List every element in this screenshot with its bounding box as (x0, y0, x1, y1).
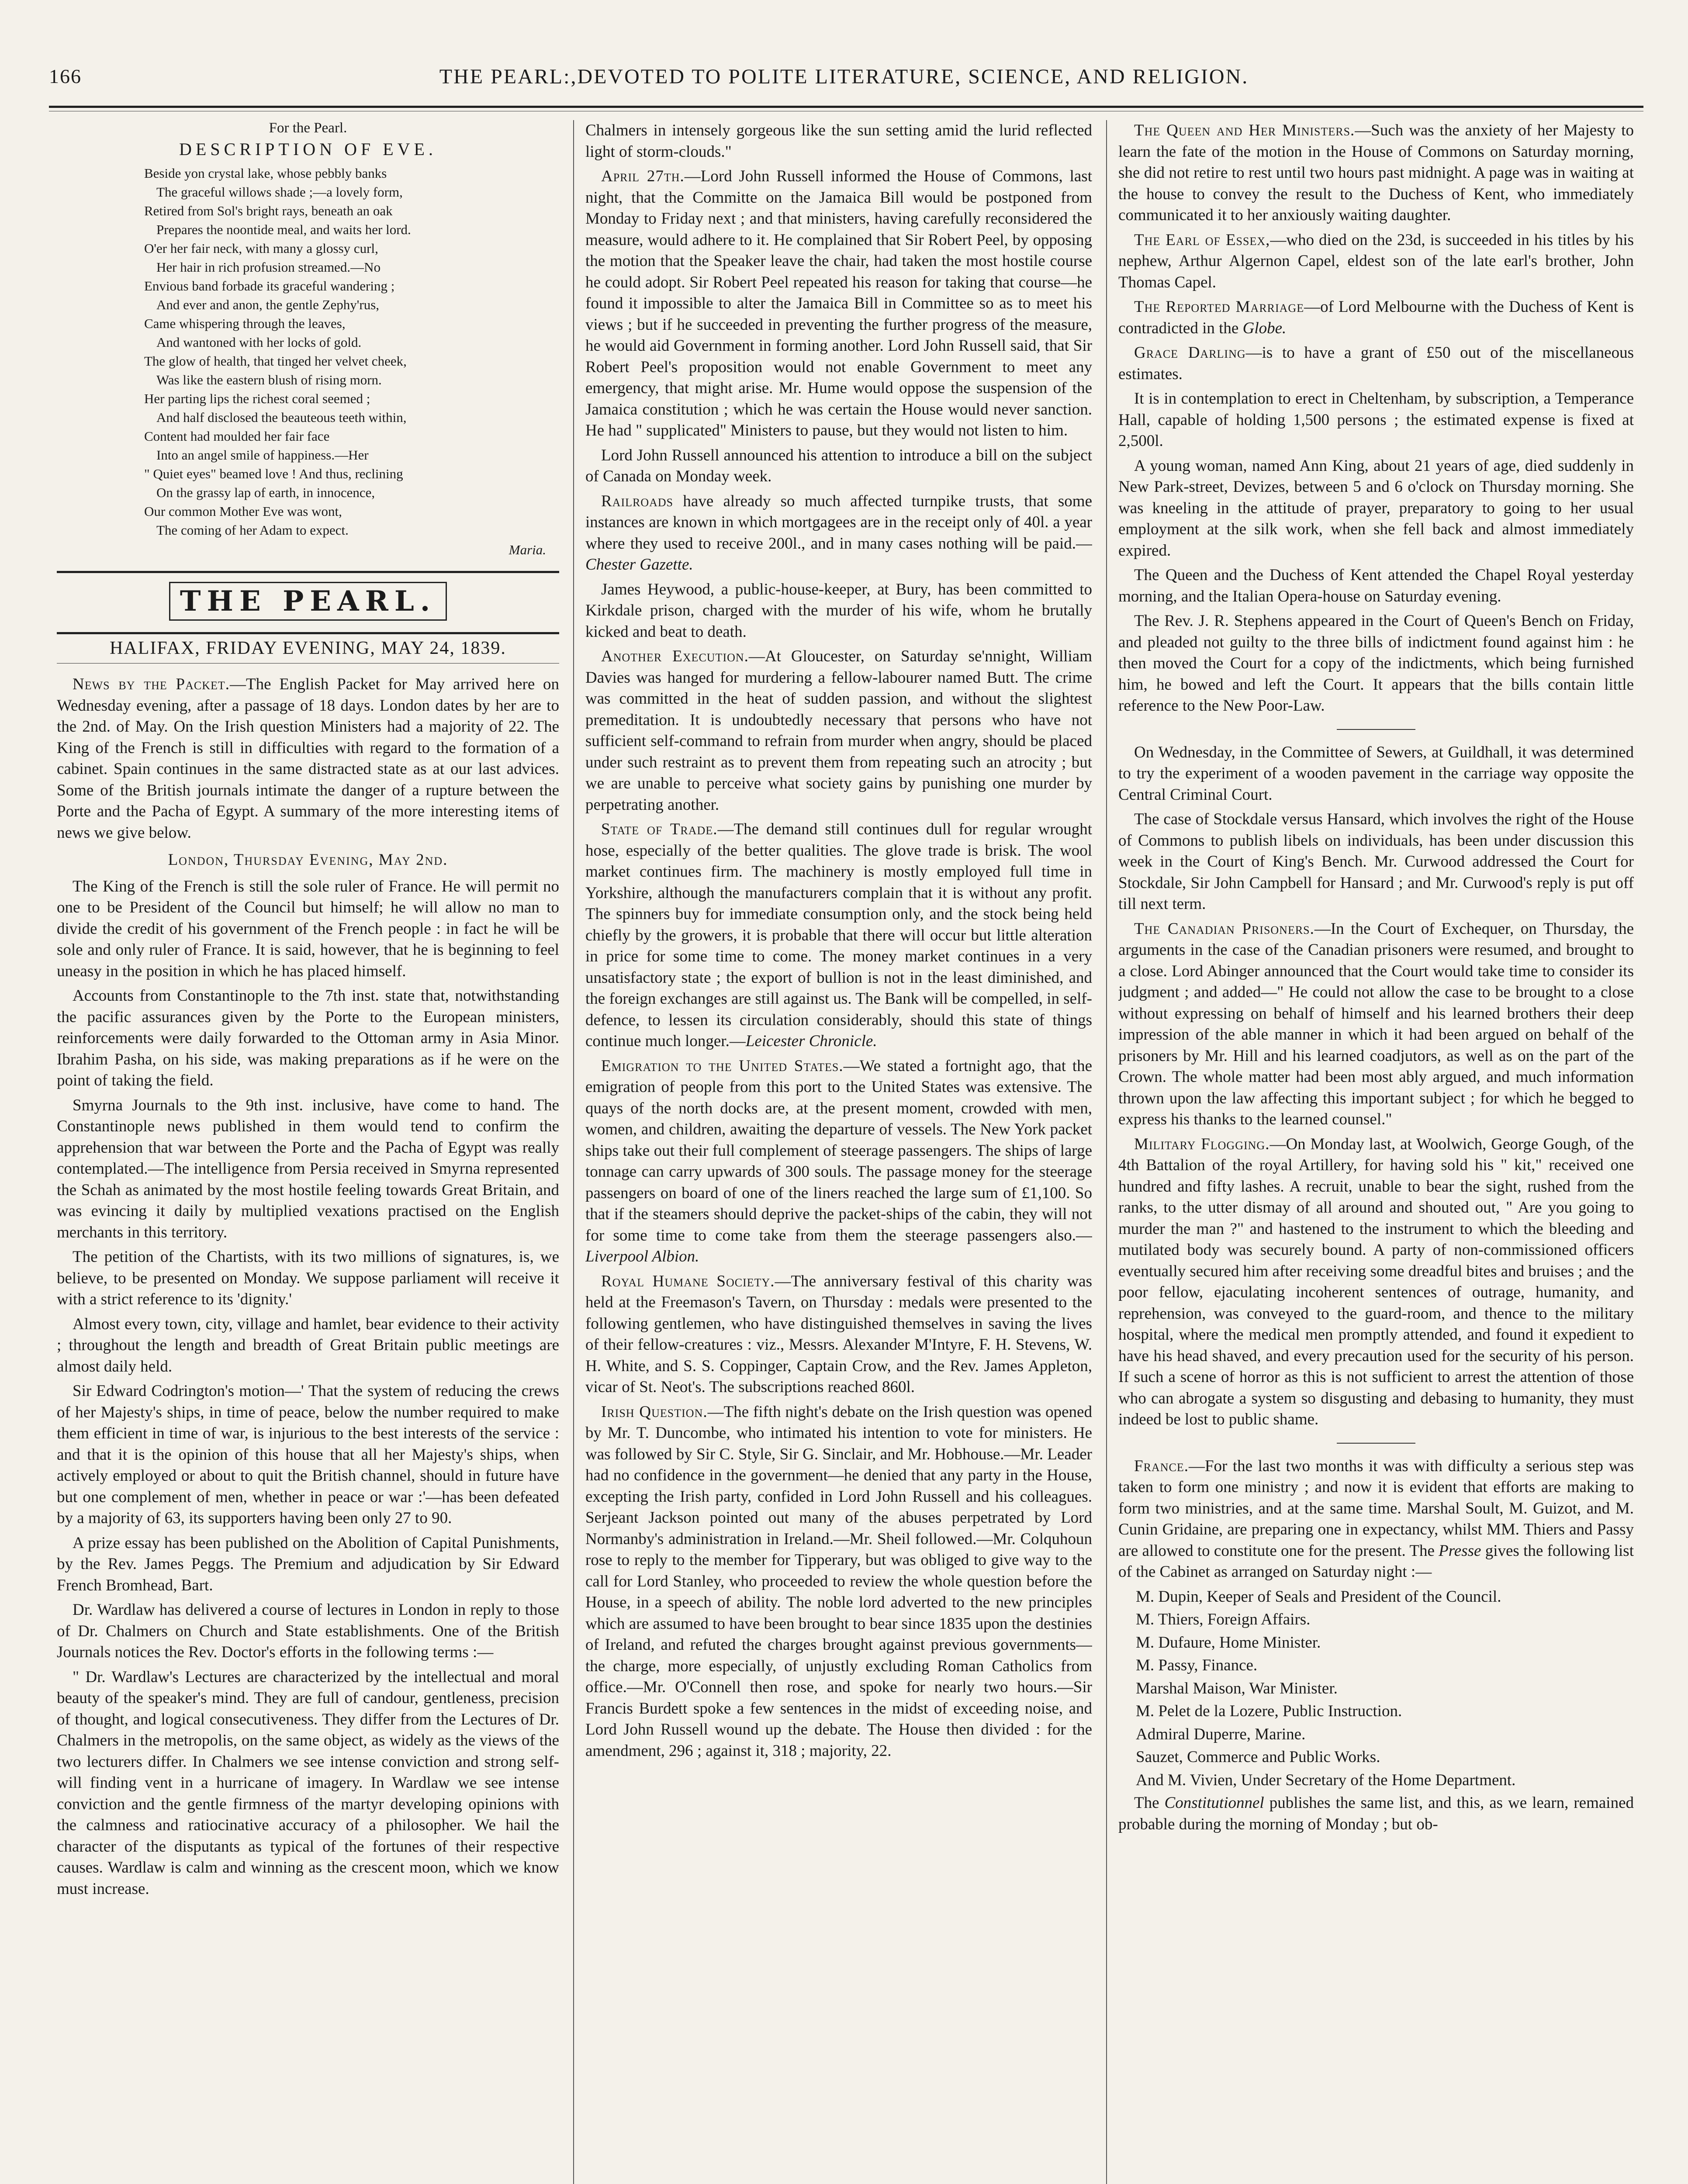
article-text: —The English Packet for May arrived here on Wednesday evening, after a passage of 18 days. London dates by her are to the 2nd. of May. On the Irish question Ministers had a majority of 22. The King of the French is still in difficulties with regard to the formation of a cabinet. Spain continues in the same distracted state as at our last advices. Some of the British journals intimate the danger of a rupture between the Porte and the Pacha of Egypt. A summary of the more interesting items of news we give below. (57, 675, 559, 842)
article-text: The (1134, 1794, 1165, 1812)
poem-line: Her hair in rich profusion streamed.—No (156, 259, 381, 275)
article-canadian-prisoners (1118, 919, 1634, 1130)
article-execution (585, 646, 1092, 816)
poem-line: Into an angel smile of happiness.—Her (156, 447, 369, 463)
poem-line: Beside yon crystal lake, whose pebbly banks (144, 166, 387, 181)
article-paragraph: Lord John Russell announced his attention to introduce a bill on the subject of Canada on Monday week. (585, 446, 1092, 485)
article-grace-darling (1118, 342, 1634, 385)
poem-line: The glow of health, that tinged her velvet cheek, (144, 353, 407, 369)
article-heading: Railroads (601, 492, 674, 510)
article-paragraph: Sir Edward Codrington's motion—' That the system of reducing the crews of her Majesty's ships, in time of peace, below the number required to make them efficient in time of war, is injurious to the best interests of the service : and that it is the opinion of this house that all her Majesty's ships, when actively employed or about to quit the British channel, should in future have but one complement of men, whether in peace or war :'—has been defeated by a majority of 63, its supporters having been only 27 to 90. (57, 1382, 559, 1527)
article-text: —On Monday last, at Woolwich, George Gough, of the 4th Battalion of the royal Artillery, for having sold his " kit," received one hundred and fifty lashes. A recruit, unable to bear the sight, rushed from the ranks, to the utter dismay of all around and shouted out, " Are you going to murder the man ?" and hastened to the instrument to which the bleeding and mutilated body was securely bound. A party of non-commissioned officers eventually secured him after receiving some dreadful bites and bruises ; and the poor fellow, ejaculating incoherent sentences of outrage, humanity, and reprehension, was conveyed to the guard-room, and thence to the military hospital, where the medical men promptly attended, and found it expedient to have his head shaved, and every precaution used for the security of his person. If such a scene of horror as this is not sufficient to arrest the attention of those who can abrogate a system so disgusting and debasing to humanity, they must indeed be lost to public shame. (1118, 1135, 1634, 1428)
poem-line: Our common Mother Eve was wont, (144, 504, 342, 519)
page-header (0, 65, 1688, 100)
article-packet-news (57, 674, 559, 843)
article-paragraph: The Queen and the Duchess of Kent attended the Chapel Royal yesterday morning, and the Italian Opera-house on Saturday evening. (1118, 566, 1634, 605)
article-heading: April 27th. (601, 167, 685, 185)
article-paragraph: James Heywood, a public-house-keeper, at Bury, has been committed to Kirkdale prison, charged with the murder of his wife, whom he brutally kicked and beat to death. (585, 580, 1092, 641)
cabinet-list-item: Admiral Duperre, Marine. (1136, 1725, 1306, 1743)
issue-dateline: HALIFAX, FRIDAY EVENING, MAY 24, 1839. (110, 638, 506, 658)
article-heading: Emigration to the United States. (601, 1057, 844, 1075)
article-heading: News by the Packet. (73, 675, 230, 693)
article-source: Chester Gazette. (585, 556, 693, 574)
article-queen-ministers (1118, 120, 1634, 226)
column-divider (1106, 120, 1107, 2184)
article-irish-question (585, 1402, 1092, 1762)
article-text: —of Lord Melbourne with the Duchess of Kent is contradicted in the (1118, 298, 1634, 337)
poem-line: The graceful willows shade ;—a lovely form, (156, 184, 403, 200)
masthead-rule (57, 632, 559, 634)
article-source: Constitutionnel (1164, 1794, 1264, 1812)
poem-line: Retired from Sol's bright rays, beneath an oak (144, 203, 393, 218)
poem-line: O'er her fair neck, with many a glossy curl, (144, 241, 378, 256)
article-source: Globe. (1242, 319, 1287, 337)
article-paragraph: Dr. Wardlaw has delivered a course of lectures in London in reply to those of Dr. Chalmers on Church and State establishments. One of the British Journals notices the Rev. Doctor's efforts in the following terms :— (57, 1601, 559, 1661)
article-paragraph: A young woman, named Ann King, about 21 years of age, died suddenly in New Park-street, Devizes, between 5 and 6 o'clock on Thursday morning. She was kneeling in the attitude of prayer, preparatory to going to her usual employment at the silk work, when she fell back and almost immediately expired. (1118, 456, 1634, 560)
poem-line: And half disclosed the beauteous teeth within, (156, 410, 407, 425)
poem-line: The coming of her Adam to expect. (156, 522, 349, 538)
article-emigration (585, 1056, 1092, 1268)
article-railroads (585, 491, 1092, 576)
article-heading: The Reported Marriage (1134, 298, 1304, 316)
article-earl-essex (1118, 230, 1634, 294)
column-1 (57, 120, 559, 2184)
column-2 (585, 120, 1092, 2184)
article-text: —We stated a fortnight ago, that the emigration of people from this port to the United States was extensive. The quays of the north docks are, at the present moment, crowded with men, women, and children, awaiting the departure of vessels. The New York packet ships take out their full complement of steerage passengers. The ships of large tonnage can carry upwards of 300 souls. The passage money for the steerage passengers on board of one of the liners reached the large sum of £1,100. So that if the steamers should deprive the packet-ships of the cabin, they will not for some time to come take from them the steerage passengers also.— (585, 1057, 1092, 1244)
article-text: —The demand still continues dull for regular wrought hose, especially of the better qualities. The glove trade is brisk. The wool market continues firm. The machinery is mostly employed full time in Yorkshire, although the manufacturers complain that it is without any profit. The spinners buy for immediate consumption only, and the stock being held chiefly by the growers, it is probable that there will occur but little alteration in price for some time to come. The money market continues in a very unsatisfactory state ; the export of bullion is not in the least diminished, and the foreign exchanges are still against us. The Bank will be compelled, in self-defence, to lessen its circulation considerably, should this state of things continue much longer.— (585, 820, 1092, 1050)
article-source: Leicester Chronicle. (745, 1032, 877, 1050)
poem-line: Content had moulded her fair face (144, 429, 330, 444)
poem-line: And wantoned with her locks of gold. (156, 335, 362, 350)
masthead-rule (57, 571, 559, 573)
article-paragraph: The case of Stockdale versus Hansard, which involves the right of the House of Commons to publish libels on individuals, has been under discussion this week in the Court of King's Bench. Mr. Curwood addressed the Court for Stockdale, Sir John Campbell for Hansard ; and Mr. Curwood's reply is put off till next term. (1118, 810, 1634, 913)
article-humane-society (585, 1271, 1092, 1398)
article-paragraph: The Rev. J. R. Stephens appeared in the Court of Queen's Bench on Friday, and pleaded not guilty to the three bills of indictment found against him : he then moved the Court for a copy of the indictments, which being furnished him, he bowed and left the Court. It appears that the bills contain little reference to the New Poor-Law. (1118, 612, 1634, 715)
article-paragraph: " Dr. Wardlaw's Lectures are characterized by the intellectual and moral beauty of the speaker's mind. They are full of candour, gentleness, precision of thought, and logical consecutiveness. They differ from the Lectures of Dr. Chalmers in the metropolis, on the same object, as widely as the views of the two lecturers differ. In Chalmers we see intense conviction and strong self-will finding vent in a hurricane of imagery. In Wardlaw we see intense conviction and the gentle firmness of the martyr developing opinions with the calmness and ratiocinative accuracy of a philosopher. We hail the character of the disputants as typical of the fortunes of their respective causes. Wardlaw is calm and winning as the crescent moon, which we know must increase. (57, 1668, 559, 1898)
article-constitutionnel (1118, 1793, 1634, 1835)
header-rule (49, 106, 1643, 108)
article-heading: Royal Humane Society. (601, 1272, 775, 1290)
article-source: Liverpool Albion. (585, 1248, 699, 1265)
article-heading: Military Flogging. (1134, 1135, 1270, 1153)
article-trade (585, 819, 1092, 1052)
column-divider (573, 120, 574, 2184)
poem-line: Her parting lips the richest coral seemed ; (144, 391, 370, 406)
article-heading: France. (1134, 1457, 1189, 1475)
article-reported-marriage (1118, 297, 1634, 339)
article-text: —Such was the anxiety of her Majesty to learn the fate of the motion in the House of Commons on Saturday morning, she did not retire to rest until two hours past midnight. A page was in waiting at the house to convey the result to the Duchess of Kent, who immediately communicated it to her anxiously waiting daughter. (1118, 121, 1634, 224)
cabinet-list-item: M. Dupin, Keeper of Seals and President of the Council. (1136, 1587, 1501, 1606)
cabinet-list-item: Sauzet, Commerce and Public Works. (1136, 1748, 1380, 1766)
cabinet-list-item: M. Pelet de la Lozere, Public Instruction. (1136, 1702, 1402, 1720)
poem-title: DESCRIPTION OF EVE. (179, 139, 437, 159)
masthead (57, 582, 559, 621)
poem-line: " Quiet eyes" beamed love ! And thus, reclining (144, 466, 403, 481)
poem-credit: For the Pearl. (269, 120, 347, 136)
article-text: —The anniversary festival of this charity was held at the Freemason's Tavern, on Thursday : medals were presented to the following gentlemen, who have distinguished themselves in saving the lives of their fellow-creatures : viz., Messrs. Alexander M'Intyre, F. H. Stevens, W. H. White, and S. S. Coppinger, Captain Crow, and the Rev. James Appleton, vicar of St. Neot's. The subscriptions reached 860l. (585, 1272, 1092, 1396)
article-source: Presse (1439, 1541, 1481, 1560)
london-dateline: London, Thursday Evening, May 2nd. (168, 851, 448, 869)
article-paragraph: Chalmers in intensely gorgeous like the sun setting amid the lurid reflected light of storm-clouds." (585, 121, 1092, 161)
cabinet-list-item: M. Dufaure, Home Minister. (1136, 1633, 1321, 1652)
poem-body (144, 164, 559, 539)
cabinet-list (1118, 1586, 1634, 1791)
section-rule (1337, 729, 1415, 730)
article-text: gives the following list of the Cabinet as arranged on Saturday night :— (1118, 1541, 1634, 1581)
article-jamaica-bill (585, 166, 1092, 442)
article-heading: The Queen and Her Ministers. (1134, 121, 1355, 139)
poem-line: And ever and anon, the gentle Zephy'rus, (156, 297, 380, 312)
article-text: publishes the same list, and this, as we learn, remained probable during the morning of Monday ; but ob- (1118, 1794, 1634, 1833)
article-military-flogging (1118, 1134, 1634, 1431)
article-text: have already so much affected turnpike trusts, that some instances are known in which mortgagees are in the receipt only of 40l. a year where they used to receive 200l., and in many cases nothing will be paid.— (585, 492, 1092, 553)
article-paragraph: It is in contemplation to erect in Cheltenham, by subscription, a Temperance Hall, capable of holding 1,500 persons ; the estimated expense is fixed at 2,500l. (1118, 390, 1634, 450)
article-text: —who died on the 23d, is succeeded in his titles by his nephew, Arthur Algernon Capel, eldest son of the late earl's brother, John Thomas Capel. (1118, 231, 1634, 291)
article-text: —Lord John Russell informed the House of Commons, last night, that the Committe on the Jamaica Bill would be postponed from Monday to Friday next ; and that ministers, having carefully reconsidered the measure, would adhere to it. He complained that Sir Robert Peel, by opposing the motion that the Speaker leave the chair, had taken the most hostile course he could adopt. Sir Robert Peel repeated his reason for taking that course—he found it impossible to alter the Jamaica Bill in Committee so as to meet his views ; but if he succeeded in preventing the further progress of the measure, he would aid Government in forming another. Lord John Russell said, that Sir Robert Peel's proposition would not enable Government to meet any emergency, that might arise. Mr. Hume would oppose the suspension of the Jamaica constitution ; which he was certain the House would never sanction. He had " supplicated" Ministers to pause, but they would not listen to him. (585, 167, 1092, 439)
article-heading: The Canadian Prisoners. (1134, 919, 1314, 938)
poem-signature: Maria. (508, 542, 546, 557)
article-paragraph: The King of the French is still the sole ruler of France. He will permit no one to be President of the Council but himself; he will allow no man to divide the credit of his government of the French people : in fact he will be sole and only ruler of France. It is said, however, that he is beginning to feel uneasy in the position in which he has placed himself. (57, 877, 559, 980)
article-paragraph: Almost every town, city, village and hamlet, bear evidence to their activity ; throughout the length and breadth of Great Britain public meetings are almost daily held. (57, 1315, 559, 1375)
article-heading: State of Trade. (601, 820, 718, 838)
cabinet-list-item: Marshal Maison, War Minister. (1136, 1679, 1338, 1697)
cabinet-list-item: M. Thiers, Foreign Affairs. (1136, 1610, 1311, 1628)
article-paragraph: Accounts from Constantinople to the 7th inst. state that, notwithstanding the pacific assurances given by the Porte to the European ministers, reinforcements were daily forwarded to the Ottoman army in Asia Minor. Ibrahim Pasha, on his side, was making preparations as if he were on the point of taking the field. (57, 987, 559, 1089)
article-france (1118, 1456, 1634, 1583)
masthead-title: THE PEARL. (169, 582, 447, 621)
article-heading: Another Execution. (601, 647, 749, 665)
cabinet-list-item: M. Passy, Finance. (1136, 1656, 1258, 1674)
poem-line: Prepares the noontide meal, and waits her lord. (156, 222, 411, 237)
article-heading: Irish Question. (601, 1403, 708, 1421)
column-3 (1118, 120, 1634, 2184)
article-text: —At Gloucester, on Saturday se'nnight, William Davies was hanged for murdering a fellow-labourer named Butt. The crime was committed in the heat of sudden passion, and without the slightest premeditation. It is undoubtedly necessary that persons who have not sufficient self-command to refrain from murder when angry, should be placed under such restraint as to prevent them from repeating such an atrocity ; but we are unable to perceive what society gains by punishing one murder by perpetrating another. (585, 647, 1092, 814)
article-paragraph: The petition of the Chartists, with its two millions of signatures, is, we believe, to be presented on Monday. We suppose parliament will receive it with a strict reference to its 'dignity.' (57, 1248, 559, 1308)
article-text: —The fifth night's debate on the Irish question was opened by Mr. T. Duncombe, who intimated his intention to vote for ministers. He was followed by Sir C. Style, Sir G. Sinclair, and Mr. Hobhouse.—Mr. Leader had no confidence in the government—he denied that any party in the House, excepting the Irish party, confided in Lord John Russell and his colleagues. Serjeant Jackson pointed out many of the abuses perpetrated by Lord Normanby's administration in Ireland.—Mr. Sheil followed.—Mr. Colquhoun rose to reply to the member for Tipperary, but was obliged to give way to the call for Lord Stanley, who proceeded to review the whole question before the House, in a speech of ability. The noble lord adverted to the new principles which are assumed to have been brought to bear since 1835 upon the destinies of Ireland, and refuted the charges brought against previous governments—the charge, more especially, of unjustly excluding Roman Catholics from office.—Mr. O'Connell then rose, and spoke for nearly two hours.—Sir Francis Burdett spoke a few sentences in the midst of exceeding noise, and Lord John Russell wound up the debate. The House then divided : for the amendment, 296 ; against it, 318 ; majority, 22. (585, 1403, 1092, 1760)
poem-line: On the grassy lap of earth, in innocence, (156, 485, 375, 500)
article-text: —For the last two months it was with difficulty a serious step was taken to form one ministry ; and now it is evident that efforts are making to form two ministries, and at the same time. Marshal Soult, M. Guizot, and M. Cunin Gridaine, are preparing one in expectancy, whilst MM. Thiers and Passy are allowed to constitute one for the present. The (1118, 1457, 1634, 1560)
article-paragraph: A prize essay has been published on the Abolition of Capital Punishments, by the Rev. James Peggs. The Premium and adjudication by Sir Edward French Bromhead, Bart. (57, 1534, 559, 1594)
article-text: —In the Court of Exchequer, on Thursday, the arguments in the case of the Canadian prisoners were resumed, and brought to a close. Lord Abinger announced that the Court would take time to consider its judgment ; and added—" He could not allow the case to be brought to a close without expressing on behalf of himself and his learned brothers their deep impression of the able manner in which it had been argued on behalf of the prisoners by Mr. Hill and his learned coadjutors, as well as on the part of the Crown. The whole matter had been most ably argued, and much information thrown upon the law affecting this important subject ; for which he begged to express his thanks to the learned counsel." (1118, 919, 1634, 1128)
section-rule (1337, 1443, 1415, 1444)
page-number: 166 (49, 65, 82, 87)
article-heading: Grace Darling (1134, 344, 1246, 362)
poem-line: Envious band forbade its graceful wandering ; (144, 278, 395, 294)
running-head: THE PEARL:,DEVOTED TO POLITE LITERATURE, SCIENCE, AND RELIGION. (439, 65, 1249, 88)
article-heading: The Earl of Essex, (1134, 231, 1270, 249)
poem-line: Was like the eastern blush of rising morn. (156, 372, 382, 387)
cabinet-list-item: And M. Vivien, Under Secretary of the Home Department. (1136, 1771, 1516, 1789)
article-paragraph: On Wednesday, in the Committee of Sewers, at Guildhall, it was determined to try the experiment of a wooden pavement in the carriage way opposite the Central Criminal Court. (1118, 743, 1634, 804)
poem-line: Came whispering through the leaves, (144, 316, 346, 331)
article-paragraph: Smyrna Journals to the 9th inst. inclusive, have come to hand. The Constantinople news published in them would tend to confirm the apprehension that war between the Porte and the Pacha of Egypt was really contemplated.—The intelligence from Persia received in Smyrna represented the Schah as animated by the most hostile feeling towards Great Britain, and was evincing it daily by multiplied vexations practised on the English merchants in this territory. (57, 1096, 559, 1241)
article-text: —is to have a grant of £50 out of the miscellaneous estimates. (1118, 344, 1634, 383)
